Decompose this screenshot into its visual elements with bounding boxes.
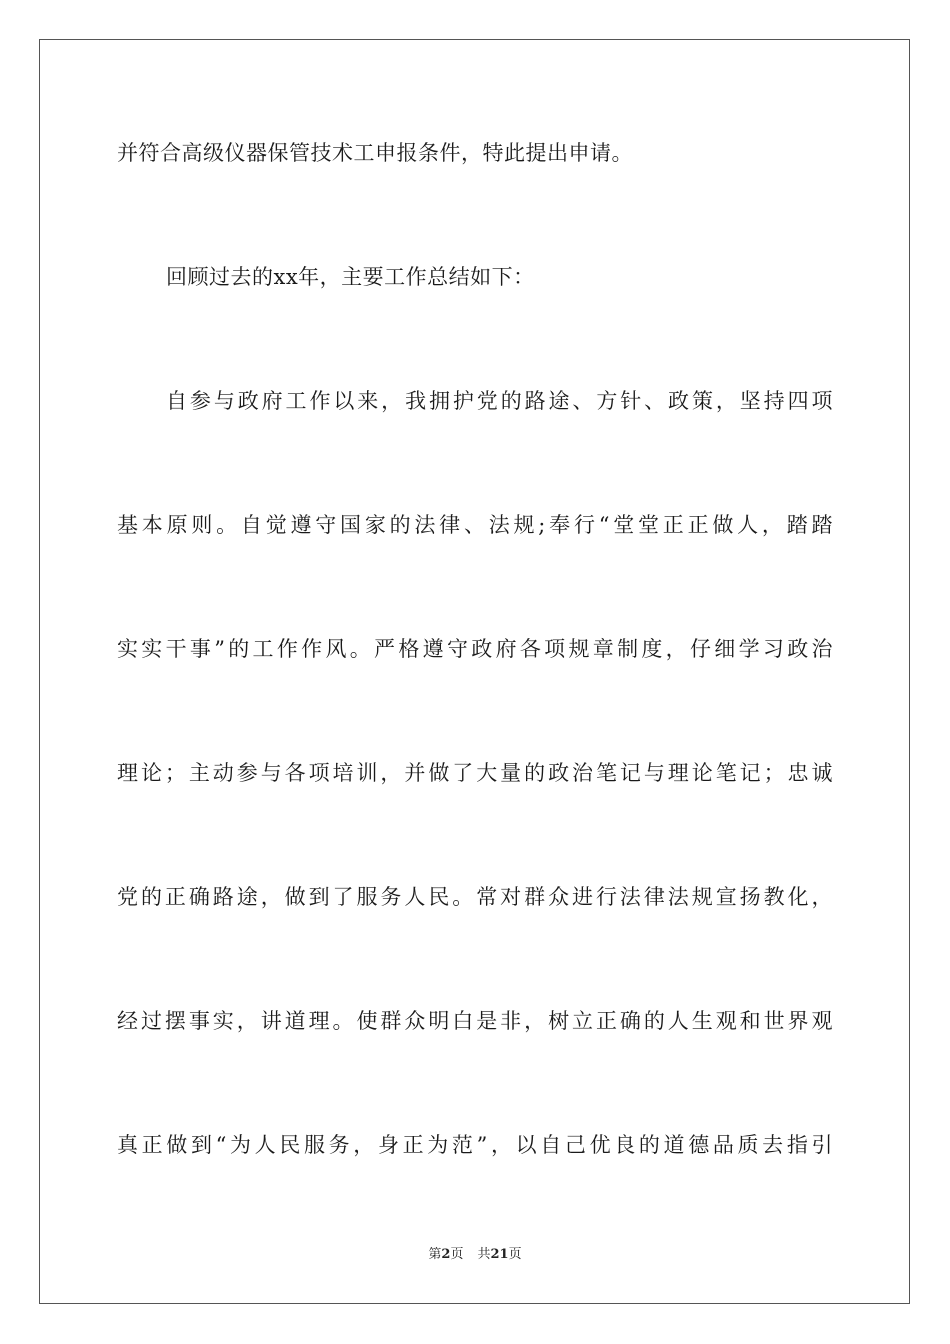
footer-total-prefix: 共 — [477, 1247, 491, 1262]
footer-page-number: 2 — [441, 1247, 451, 1262]
text-line-7: 党的正确路途，做到了服务人民。常对群众进行法律法规宣扬教化， — [117, 885, 833, 909]
footer-page-prefix: 第 — [428, 1247, 442, 1262]
text-line-6: 理论；主动参与各项培训，并做了大量的政治笔记与理论笔记；忠诚 — [117, 761, 833, 785]
text-line-9: 真正做到“为人民服务，身正为范”，以自己优良的道德品质去指引 — [117, 1133, 833, 1157]
footer-total-number: 21 — [490, 1247, 509, 1262]
text-line-2: 回顾过去的xx年，主要工作总结如下： — [166, 265, 535, 289]
footer-total-suffix: 页 — [508, 1247, 522, 1262]
page-footer — [0, 1246, 950, 1264]
text-line-4: 基本原则。自觉遵守国家的法律、法规;奉行“堂堂正正做人，踏踏 — [117, 513, 833, 537]
text-line-8: 经过摆事实，讲道理。使群众明白是非，树立正确的人生观和世界观 — [117, 1009, 833, 1033]
text-line-1: 并符合高级仪器保管技术工申报条件，特此提出申请。 — [117, 141, 633, 165]
footer-page-suffix: 页 — [450, 1247, 464, 1262]
text-line-3: 自参与政府工作以来，我拥护党的路途、方针、政策，坚持四项 — [166, 389, 833, 413]
text-line-5: 实实干事”的工作作风。严格遵守政府各项规章制度，仔细学习政治 — [117, 637, 833, 661]
page-frame — [39, 39, 910, 1304]
